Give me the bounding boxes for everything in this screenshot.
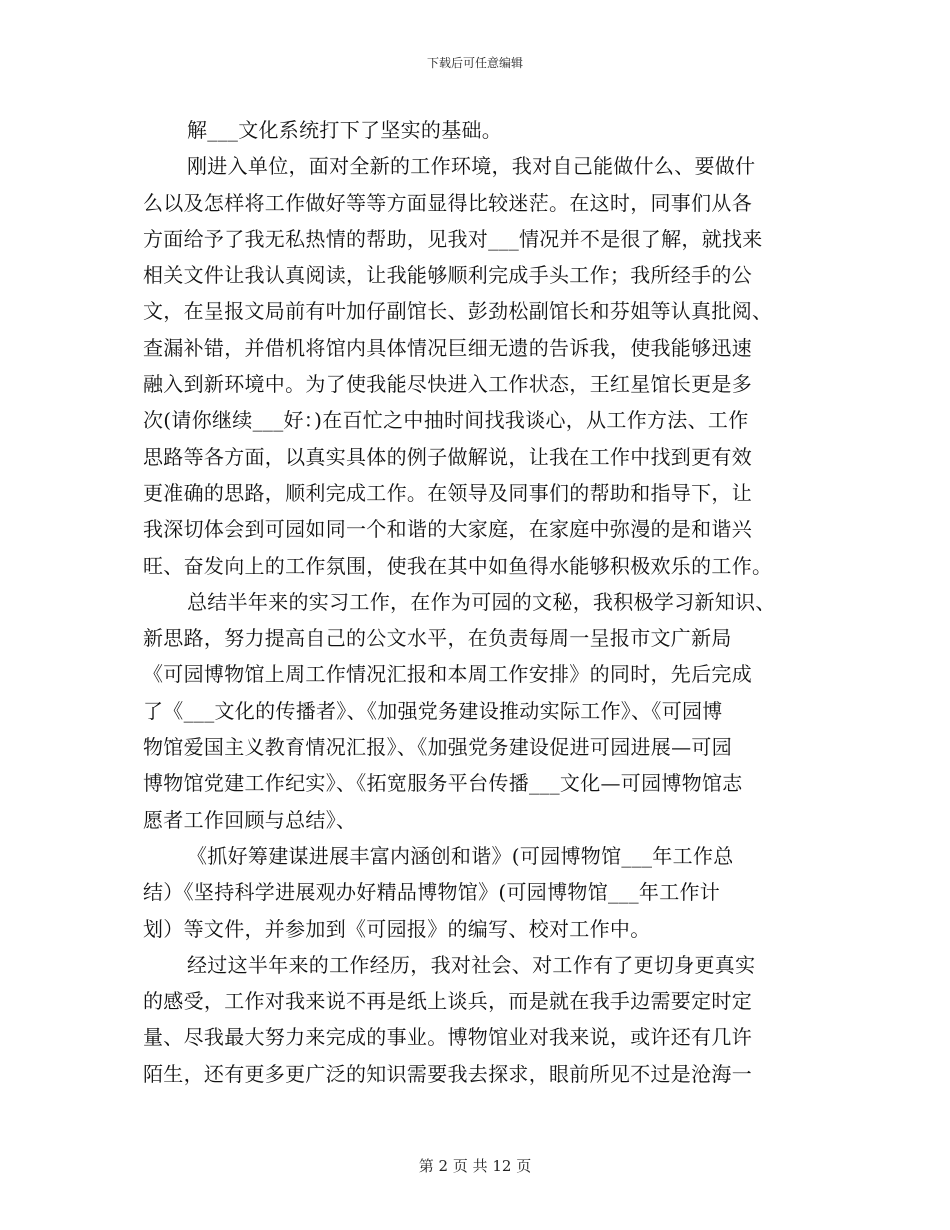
text-line: 《抓好筹建谋进展丰富内涵创和谐》(可园博物馆___年工作总: [187, 843, 734, 868]
text-line: 总结半年来的实习工作，在作为可园的文秘，我积极学习新知识、: [187, 589, 776, 614]
text-line: 么以及怎样将工作做好等等方面显得比较迷茫。在这时，同事们从各: [143, 190, 752, 215]
text-line: 次(请你继续___好：)在百忙之中抽时间找我谈心，从工作方法、工作: [143, 408, 749, 433]
text-line: 解___文化系统打下了坚实的基础。: [187, 118, 503, 142]
text-line: 文，在呈报文局前有叶加仔副馆长、彭劲松副馆长和芬姐等认真批阅、: [143, 299, 773, 324]
text-line: 愿者工作回顾与总结》、: [143, 807, 357, 832]
text-line: 经过这半年来的工作经历，我对社会、对工作有了更切身更真实: [187, 952, 756, 977]
text-line: 旺、奋发向上的工作氛围，使我在其中如鱼得水能够积极欢乐的工作。: [143, 553, 773, 578]
text-line: 我深切体会到可园如同一个和谐的大家庭，在家庭中弥漫的是和谐兴: [143, 517, 752, 542]
text-line: 相关文件让我认真阅读，让我能够顺利完成手头工作；我所经手的公: [143, 263, 752, 288]
text-line: 更准确的思路，顺利完成工作。在领导及同事们的帮助和指导下，让: [143, 480, 752, 505]
document-body: [143, 112, 811, 1092]
text-line: 方面给予了我无私热情的帮助，见我对___情况并不是很了解，就找来: [143, 226, 763, 251]
page-footer: 第 2 页 共 12 页: [418, 1157, 532, 1175]
text-line: 量、尽我最大努力来完成的事业。博物馆业对我来说，或许还有几许: [143, 1025, 752, 1050]
text-line: 物馆爱国主义教育情况汇报》、《加强党务建设促进可园进展—可园: [143, 735, 732, 760]
text-line: 结）《坚持科学进展观办好精品博物馆》(可园博物馆___年工作计: [143, 880, 721, 905]
text-line: 的感受，工作对我来说不再是纸上谈兵，而是就在我手边需要定时定: [143, 989, 752, 1014]
text-line: 了《___文化的传播者》、《加强党务建设推动实际工作》、《可园博: [143, 698, 723, 723]
text-line: 《可园博物馆上周工作情况汇报和本周工作安排》的同时，先后完成: [143, 662, 752, 687]
text-line: 查漏补错，并借机将馆内具体情况巨细无遗的告诉我，使我能够迅速: [143, 335, 752, 360]
text-line: 划）等文件，并参加到《可园报》的编写、校对工作中。: [143, 916, 651, 941]
text-line: 融入到新环境中。为了使我能尽快进入工作状态，王红星馆长更是多: [143, 372, 752, 397]
page-header: 下载后可任意编辑: [426, 56, 523, 70]
text-line: 陌生，还有更多更广泛的知识需要我去探求，眼前所见不过是沧海一: [143, 1061, 752, 1086]
text-line: 新思路，努力提高自己的公文水平，在负责每周一呈报市文广新局: [143, 626, 732, 651]
text-line: 刚进入单位，面对全新的工作环境，我对自己能做什么、要做什: [187, 154, 756, 179]
text-line: 博物馆党建工作纪实》、《拓宽服务平台传播___文化—可园博物馆志: [143, 771, 743, 796]
text-line: 思路等各方面，以真实具体的例子做解说，让我在工作中找到更有效: [143, 444, 752, 469]
